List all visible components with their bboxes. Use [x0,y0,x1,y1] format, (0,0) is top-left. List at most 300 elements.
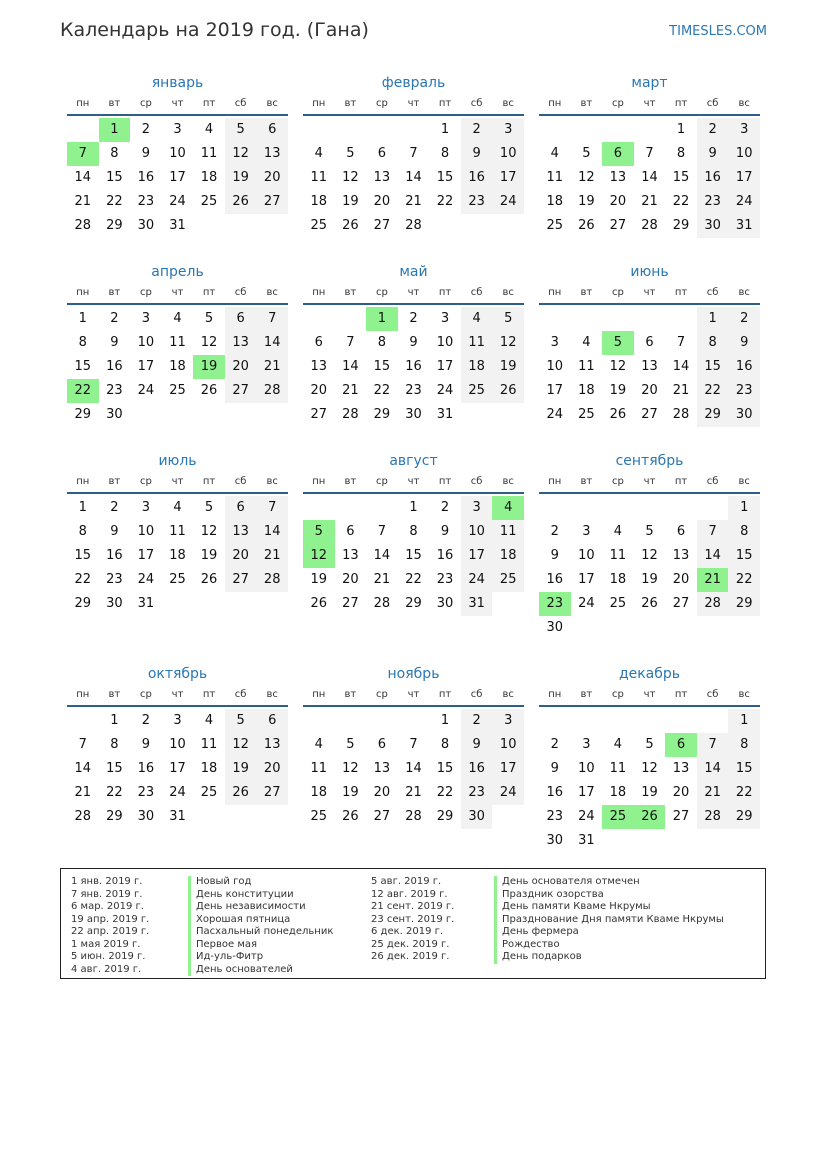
legend-names-left [188,876,333,976]
holiday-day-cell: 4 [492,496,524,520]
day-grid [539,307,760,427]
day-cell: 11 [609,761,627,776]
holiday-name: День независимости [188,901,333,914]
day-cell: 3 [582,737,591,752]
weekday-label: сб [470,689,483,700]
day-cell: 13 [256,142,288,166]
day-cell: 17 [728,166,760,190]
day-cell: 19 [641,572,658,587]
day-cell: 18 [578,383,595,398]
weekday-label: ср [375,287,388,298]
day-grid [303,118,524,238]
month-name: март [631,75,668,91]
weekday-label: сб [470,98,483,109]
holiday-name: День основателей [188,964,333,977]
day-cell: 23 [405,383,422,398]
month-name: октябрь [147,666,208,682]
day-cell: 25 [609,596,627,611]
weekday-label: вс [266,287,278,298]
day-cell: 13 [373,170,391,185]
day-cell: 4 [613,737,623,752]
day-cell: 6 [225,496,257,520]
day-cell: 24 [546,407,564,422]
day-cell: 8 [728,733,760,757]
empty-cell [602,118,634,142]
day-cell: 23 [728,379,760,403]
empty-cell [697,709,729,733]
holiday-name: Праздник озорства [494,889,724,902]
weekday-header [67,472,288,494]
weekday-label: вт [344,689,357,700]
empty-cell [665,307,697,331]
weekday-label: ср [611,98,624,109]
month-name: июнь [630,264,669,280]
day-grid [67,496,288,616]
empty-cell [634,307,666,331]
day-cell: 18 [461,355,493,379]
day-cell: 18 [200,170,218,185]
day-cell: 14 [256,520,288,544]
weekday-label: вс [738,476,750,487]
weekday-label: пн [76,287,90,298]
weekday-label: вт [108,476,121,487]
weekday-label: пт [202,98,216,109]
empty-cell [634,496,666,520]
weekday-label: вс [502,689,514,700]
holiday-date: 19 апр. 2019 г. [71,913,150,925]
day-grid [67,709,288,829]
day-cell: 13 [342,548,359,563]
weekday-header [539,94,760,116]
weekday-label: пт [202,689,216,700]
day-cell: 7 [409,146,418,161]
day-cell: 21 [672,383,690,398]
day-cell: 9 [409,335,418,350]
holiday-name: Пасхальный понедельник [188,926,333,939]
day-cell: 22 [672,194,690,209]
day-cell: 29 [373,407,391,422]
day-cell: 17 [492,166,524,190]
empty-cell [539,496,571,520]
weekday-label: пн [312,689,326,700]
legend-dates-left [71,876,149,976]
month-name: июль [158,453,197,469]
day-cell: 10 [137,524,155,539]
day-cell: 28 [74,218,92,233]
day-cell: 18 [310,194,328,209]
day-cell: 26 [578,218,595,233]
day-cell: 13 [373,761,391,776]
day-cell: 31 [728,214,760,238]
day-cell: 30 [546,620,564,635]
holiday-date: 5 июн. 2019 г. [71,951,146,962]
day-cell: 18 [609,572,627,587]
day-cell: 2 [141,713,151,728]
day-cell: 15 [106,761,123,776]
day-cell: 16 [137,170,155,185]
day-cell: 18 [169,548,186,563]
day-cell: 9 [141,146,151,161]
day-cell: 1 [697,307,729,331]
empty-cell [602,709,634,733]
weekday-label: пн [76,689,90,700]
day-cell: 10 [492,142,524,166]
day-cell: 2 [110,311,119,326]
weekday-label: вс [266,476,278,487]
month-name: август [389,453,438,469]
day-cell: 16 [106,359,123,374]
day-cell: 12 [641,761,658,776]
day-cell: 24 [578,596,595,611]
day-cell: 5 [346,737,355,752]
day-cell: 1 [110,713,119,728]
weekday-label: вт [108,98,121,109]
day-cell: 16 [137,761,155,776]
day-cell: 25 [310,218,328,233]
holiday-name: День конституции [188,889,333,902]
day-cell: 19 [200,548,218,563]
empty-cell [539,307,571,331]
day-cell: 12 [225,733,257,757]
weekday-label: ср [139,287,152,298]
weekday-label: пн [312,287,326,298]
holiday-day-cell: 1 [99,118,131,142]
day-cell: 4 [613,524,623,539]
site-link[interactable]: TIMESLES.COM [669,24,767,39]
day-cell: 31 [169,218,186,233]
day-cell: 14 [672,359,690,374]
holiday-date: 21 сент. 2019 г. [371,901,455,912]
day-cell: 1 [676,122,686,137]
day-cell: 29 [74,407,92,422]
day-cell: 5 [204,311,214,326]
empty-cell [366,709,398,733]
day-cell: 2 [141,122,151,137]
day-cell: 14 [405,761,422,776]
holiday-day-cell: 25 [602,805,634,829]
day-cell: 17 [578,785,595,800]
day-cell: 20 [672,572,690,587]
day-cell: 30 [137,809,155,824]
holiday-day-cell: 7 [67,142,99,166]
weekday-label: чт [171,476,184,487]
weekday-label: вт [580,476,593,487]
month-calendar [67,663,288,852]
month-name: январь [151,75,204,91]
weekday-label: пт [438,689,452,700]
day-cell: 28 [672,407,690,422]
weekday-label: чт [407,287,420,298]
day-cell: 9 [440,524,450,539]
day-cell: 20 [373,194,391,209]
day-cell: 26 [641,596,658,611]
day-cell: 22 [697,379,729,403]
holiday-name: День основателя отмечен [494,876,724,889]
day-cell: 6 [346,524,355,539]
month-calendar [67,261,288,450]
weekday-header [67,94,288,116]
day-cell: 8 [440,146,450,161]
day-cell: 22 [405,572,422,587]
day-cell: 6 [256,118,288,142]
day-cell: 30 [106,407,123,422]
day-cell: 4 [582,335,591,350]
day-cell: 11 [200,737,218,752]
day-cell: 28 [256,568,288,592]
month-name: ноябрь [387,666,440,682]
day-cell: 25 [578,407,595,422]
day-cell: 6 [225,307,257,331]
holiday-legend [60,868,766,979]
weekday-label: сб [706,476,719,487]
day-cell: 26 [225,781,257,805]
weekday-label: пт [438,287,452,298]
month-calendar [539,261,760,450]
empty-cell [398,709,430,733]
day-cell: 8 [377,335,387,350]
weekday-label: вс [502,287,514,298]
weekday-label: чт [171,98,184,109]
empty-cell [303,307,335,331]
day-cell: 15 [697,355,729,379]
month-name: май [399,264,428,280]
day-cell: 11 [200,146,218,161]
day-cell: 14 [641,170,658,185]
day-cell: 19 [225,757,257,781]
day-cell: 9 [461,733,493,757]
empty-cell [67,709,99,733]
day-cell: 17 [169,761,186,776]
weekday-label: пн [548,689,562,700]
day-cell: 29 [106,218,123,233]
empty-cell [665,496,697,520]
weekday-label: чт [407,98,420,109]
day-cell: 28 [405,809,422,824]
weekday-header [539,472,760,494]
day-cell: 24 [492,190,524,214]
weekday-label: ср [139,689,152,700]
day-cell: 14 [74,170,92,185]
day-cell: 13 [672,761,690,776]
day-cell: 27 [256,190,288,214]
day-cell: 20 [310,383,328,398]
empty-cell [303,118,335,142]
day-grid [303,307,524,427]
day-cell: 7 [697,520,729,544]
day-cell: 25 [546,218,564,233]
weekday-label: пн [76,476,90,487]
day-cell: 20 [256,757,288,781]
day-cell: 14 [697,544,729,568]
day-cell: 7 [645,146,654,161]
day-cell: 20 [672,785,690,800]
day-cell: 29 [106,809,123,824]
day-cell: 28 [641,218,658,233]
empty-cell [335,118,367,142]
day-cell: 20 [342,572,359,587]
day-cell: 2 [550,524,559,539]
holiday-date: 6 дек. 2019 г. [371,926,444,937]
empty-cell [571,118,603,142]
day-cell: 2 [461,118,493,142]
day-cell: 10 [578,761,595,776]
day-grid [539,118,760,238]
weekday-label: пт [438,98,452,109]
day-cell: 3 [550,335,559,350]
day-cell: 11 [546,170,564,185]
day-cell: 2 [110,500,119,515]
day-cell: 20 [225,544,257,568]
weekday-label: чт [643,98,656,109]
weekday-label: пт [674,689,688,700]
day-cell: 3 [492,118,524,142]
day-cell: 19 [225,166,257,190]
day-cell: 2 [550,737,559,752]
day-cell: 23 [461,781,493,805]
day-cell: 13 [609,170,627,185]
weekday-label: чт [171,287,184,298]
day-cell: 19 [310,572,328,587]
day-cell: 9 [141,737,151,752]
day-cell: 21 [256,544,288,568]
day-cell: 13 [225,520,257,544]
day-grid [67,307,288,427]
holiday-day-cell: 23 [539,592,571,616]
day-cell: 22 [728,781,760,805]
weekday-label: пн [312,98,326,109]
month-calendar [539,72,760,261]
day-cell: 6 [256,709,288,733]
day-cell: 2 [697,118,729,142]
weekday-label: пт [202,287,216,298]
day-cell: 1 [440,713,450,728]
day-cell: 11 [461,331,493,355]
day-cell: 28 [256,379,288,403]
empty-cell [634,118,666,142]
day-cell: 12 [578,170,595,185]
day-cell: 12 [609,359,627,374]
day-cell: 11 [578,359,595,374]
day-cell: 23 [436,572,454,587]
day-cell: 30 [546,833,564,848]
day-cell: 8 [728,520,760,544]
weekday-label: вс [738,287,750,298]
weekday-label: вс [502,98,514,109]
holiday-name: Рождество [494,939,724,952]
holiday-date: 25 дек. 2019 г. [371,938,450,950]
holiday-date: 5 авг. 2019 г. [371,876,442,887]
day-cell: 14 [697,757,729,781]
day-cell: 1 [409,500,418,515]
day-cell: 15 [373,359,391,374]
day-cell: 24 [137,383,155,398]
weekday-label: вт [580,287,593,298]
weekday-label: ср [375,689,388,700]
weekday-label: ср [611,287,624,298]
day-cell: 26 [310,596,328,611]
day-cell: 26 [200,383,218,398]
day-cell: 19 [609,383,627,398]
day-cell: 10 [169,737,186,752]
empty-cell [335,496,367,520]
day-cell: 13 [672,548,690,563]
day-cell: 4 [550,146,559,161]
day-cell: 30 [461,805,493,829]
day-cell: 14 [405,170,422,185]
day-cell: 27 [672,809,690,824]
day-cell: 17 [137,359,155,374]
empty-cell [665,709,697,733]
day-cell: 30 [697,214,729,238]
month-calendar [539,450,760,663]
day-cell: 25 [492,568,524,592]
day-cell: 5 [204,500,214,515]
weekday-header [303,685,524,707]
day-cell: 17 [137,548,155,563]
day-cell: 26 [200,572,218,587]
day-cell: 5 [346,146,355,161]
holiday-date: 26 дек. 2019 г. [371,951,450,962]
day-cell: 4 [314,737,323,752]
empty-cell [602,496,634,520]
holiday-day-cell: 21 [697,568,729,592]
weekday-label: чт [171,689,184,700]
day-cell: 4 [173,500,182,515]
day-cell: 3 [440,311,450,326]
day-cell: 24 [728,190,760,214]
weekday-label: сб [234,287,247,298]
day-cell: 30 [106,596,123,611]
holiday-name: День фермера [494,926,724,939]
empty-cell [571,709,603,733]
day-cell: 11 [609,548,627,563]
day-cell: 18 [546,194,564,209]
day-cell: 25 [461,379,493,403]
day-cell: 15 [672,170,690,185]
day-cell: 3 [173,122,182,137]
holiday-date: 6 мар. 2019 г. [71,901,144,912]
day-cell: 22 [436,194,454,209]
empty-cell [539,709,571,733]
day-cell: 6 [676,524,686,539]
day-cell: 2 [728,307,760,331]
weekday-label: пт [674,287,688,298]
day-cell: 4 [173,311,182,326]
day-cell: 8 [78,335,87,350]
day-cell: 17 [169,170,186,185]
day-grid [303,496,524,616]
day-cell: 9 [550,761,559,776]
weekday-label: вт [344,476,357,487]
day-cell: 27 [641,407,658,422]
holiday-name: Ид-уль-Фитр [188,951,333,964]
holiday-date: 4 авг. 2019 г. [71,963,142,975]
weekday-header [539,283,760,305]
month-calendar [303,72,524,261]
day-cell: 5 [582,146,591,161]
day-cell: 30 [405,407,422,422]
holiday-name: Хорошая пятница [188,914,333,927]
day-cell: 12 [200,335,218,350]
day-cell: 3 [173,713,182,728]
day-cell: 28 [373,596,391,611]
day-cell: 27 [225,379,257,403]
day-cell: 16 [106,548,123,563]
day-cell: 26 [342,809,359,824]
day-cell: 25 [169,383,186,398]
day-cell: 20 [256,166,288,190]
weekday-label: чт [643,287,656,298]
